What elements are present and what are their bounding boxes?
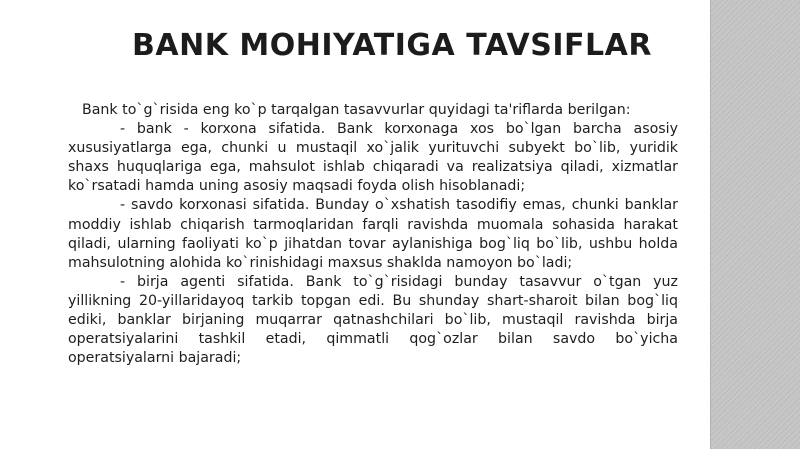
slide-body	[68, 101, 678, 368]
paragraph-bank-as-enterprise: - bank - korxona sifatida. Bank korxonaga xos bo`lgan barcha asosiy xususiyatlarga ega, chunki u mustaqil xo`jalik yurituvchi subyekt bo`lib, yuridik shaxs huquqlariga ega, mahsulot ishlab chiqaradi va realizatsiya qiladi, xizmatlar ko`rsatadi hamda uning asosiy maqsadi foyda olish hisoblanadi;	[68, 121, 678, 195]
intro-text: Bank to`g`risida eng ko`p tarqalgan tasavvurlar quyidagi ta'riflarda berilgan:	[82, 102, 631, 118]
paragraph-bank-as-trade-enterprise: - savdo korxonasi sifatida. Bunday o`xshatish tasodifiy emas, chunki banklar moddiy ishlab chiqarish tarmoqlaridan farqli ravishda muomala sohasida harakat qiladi, ularning faoliyati ko`p jihatdan tovar aylanishiga bog`liq bo`lib, ushbu holda mahsulotning alohida ko`rinishidagi maxsus shaklda namoyon bo`ladi;	[68, 197, 678, 271]
paragraph-bank-as-exchange-agent: - birja agenti sifatida. Bank to`g`risidagi bunday tasavvur o`tgan yuz yillikning 20-yillaridayoq tarkib topgan edi. Bu shunday shart-sharoit bilan bog`liq ediki, banklar birjaning muqarrar qatnashchilari bo`lib, mustaqil ravishda birja operatsiyalarini tashkil etadi, qimmatli qog`ozlar bilan savdo bo`yicha operatsiyalarni bajaradi;	[68, 273, 678, 367]
slide-title: BANK MOHIYATIGA TAVSIFLAR	[132, 28, 652, 63]
decorative-side-panel	[710, 0, 800, 449]
side-panel-divider	[710, 0, 711, 449]
